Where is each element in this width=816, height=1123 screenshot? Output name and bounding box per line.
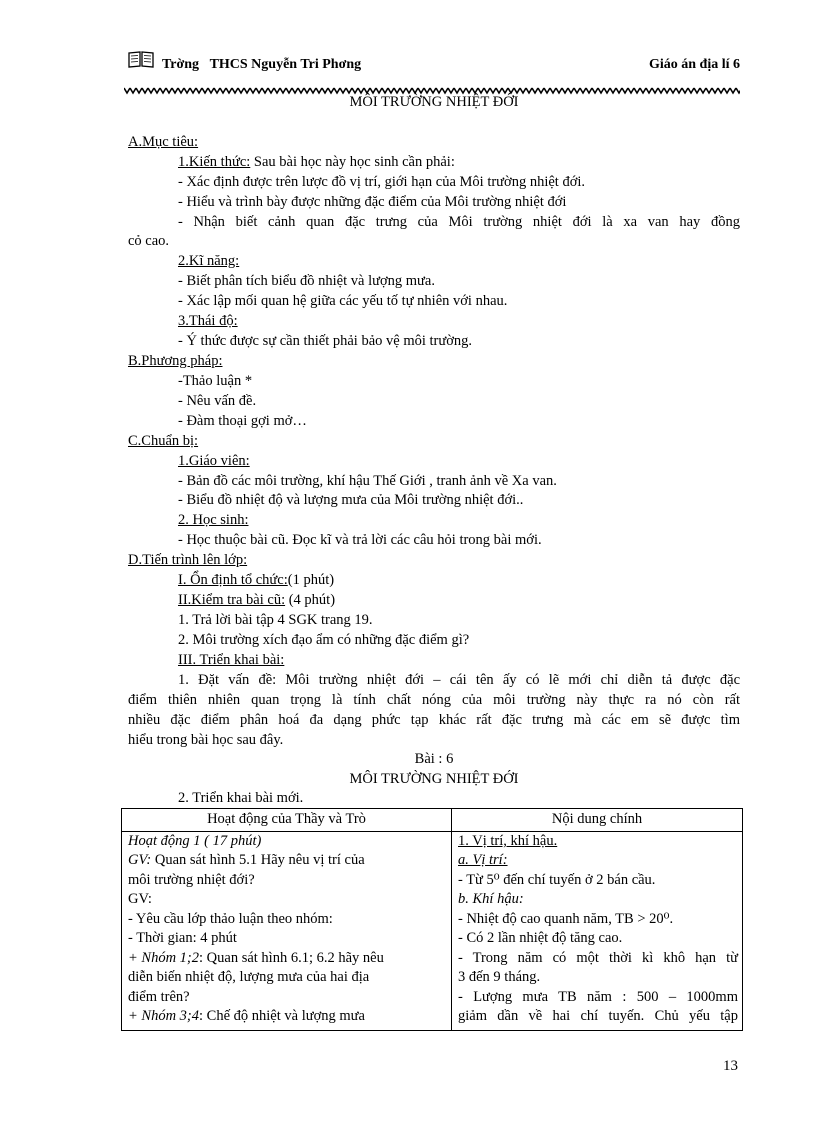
- knowledge-bullet: - Nhận biết cảnh quan đặc trưng của Môi trường nhiệt đới là xa van hay đồng: [178, 214, 740, 230]
- activity-line: - Thời gian: 4 phút: [128, 930, 237, 946]
- section-c-heading: C.Chuẩn bị:: [128, 433, 199, 449]
- lesson-number: Bài : 6: [414, 751, 454, 767]
- teacher-heading: 1.Giáo viên:: [178, 453, 250, 469]
- attitude-bullet: - Ý thức được sự cần thiết phải bảo vệ môi trường.: [178, 333, 473, 349]
- student-heading: 2. Học sinh:: [178, 512, 249, 528]
- step-2-item: 1. Trả lời bài tập 4 SGK trang 19.: [178, 612, 373, 628]
- school-name: Trờng THCS Nguyễn Tri Phơng: [162, 57, 362, 72]
- intro-paragraph-line: nhiều đặc điểm phân hoá đa dạng phức tạp khác rất đặc trưng mà các em sẽ được tìm: [128, 712, 740, 728]
- activity-line: GV:: [128, 891, 152, 907]
- attitude-heading: 3.Thái độ:: [178, 313, 238, 329]
- table-column-divider: [451, 809, 452, 1030]
- content-line: - Trong năm có một thời kì khô hạn từ: [458, 950, 738, 966]
- open-book-icon: [128, 50, 154, 68]
- skills-heading: 2.Kĩ năng:: [178, 253, 240, 269]
- content-line: - Lượng mưa TB năm : 500 – 1000mm: [458, 989, 738, 1005]
- method-item: - Nêu vấn đề.: [178, 393, 257, 409]
- method-item: - Đàm thoại gợi mở…: [178, 413, 307, 429]
- activity-line: GV: Quan sát hình 5.1 Hãy nêu vị trí của: [128, 852, 365, 868]
- table-header-activities: Hoạt động của Thầy và Trò: [207, 811, 366, 827]
- content-line: giảm dần về hai chí tuyến. Chủ yếu tập: [458, 1008, 738, 1024]
- skills-bullet: - Xác lập mối quan hệ giữa các yếu tố tự nhiên với nhau.: [178, 293, 508, 309]
- activity-title: Hoạt động 1 ( 17 phút): [128, 833, 262, 849]
- section-a-heading: A.Mục tiêu:: [128, 134, 199, 150]
- section-b-heading: B.Phương pháp:: [128, 353, 223, 369]
- activity-line: diễn biến nhiệt độ, lượng mưa của hai địa: [128, 969, 370, 985]
- activity-line: + Nhóm 1;2: Quan sát hình 6.1; 6.2 hãy nêu: [128, 950, 384, 966]
- intro-paragraph-line: 1. Đặt vấn đề: Môi trường nhiệt đới – cái tên ấy có lẽ mới chỉ diễn tả được đặc: [178, 672, 740, 688]
- knowledge-line: 1.Kiến thức: Sau bài học này học sinh cần phải:: [178, 154, 455, 170]
- table-header-content: Nội dung chính: [551, 811, 643, 827]
- content-heading: 1. Vị trí, khí hậu.: [458, 833, 558, 849]
- intro-paragraph-line: điểm thiên nhiên quan trọng là tính chất nóng của môi trường này thực ra nó còn rất: [128, 692, 740, 708]
- page-header: [128, 49, 740, 75]
- activity-line: + Nhóm 3;4: Chế độ nhiệt và lượng mưa: [128, 1008, 365, 1024]
- content-subheading: b. Khí hậu:: [458, 891, 524, 907]
- content-line: 3 đến 9 tháng.: [458, 969, 541, 985]
- teacher-bullet: - Biểu đồ nhiệt độ và lượng mưa của Môi trường nhiệt đới..: [178, 492, 524, 508]
- step-3-heading: III. Triển khai bài:: [178, 652, 285, 668]
- content-line: - Nhiệt độ cao quanh năm, TB > 20⁰.: [458, 911, 674, 927]
- doc-title: MÔI TRƯỜNG NHIỆT ĐỚI: [349, 94, 519, 110]
- lesson-table: [121, 808, 743, 1031]
- section-d-heading: D.Tiến trình lên lớp:: [128, 552, 248, 568]
- activity-line: điểm trên?: [128, 989, 190, 1005]
- step-2-line: II.Kiểm tra bài cũ: (4 phút): [178, 592, 336, 608]
- knowledge-bullet: - Xác định được trên lược đồ vị trí, giới hạn của Môi trường nhiệt đới.: [178, 174, 586, 190]
- skills-bullet: - Biết phân tích biểu đồ nhiệt và lượng mưa.: [178, 273, 435, 289]
- activity-line: môi trường nhiệt đới?: [128, 872, 255, 888]
- knowledge-bullet-cont: cỏ cao.: [128, 233, 170, 249]
- lesson-subheading: 2. Triển khai bài mới.: [178, 790, 304, 806]
- knowledge-bullet: - Hiểu và trình bày được những đặc điểm của Môi trường nhiệt đới: [178, 194, 567, 210]
- lesson-title: MÔI TRƯỜNG NHIỆT ĐỚI: [349, 771, 519, 787]
- teacher-bullet: - Bản đồ các môi trường, khí hậu Thế Giới , tranh ảnh về Xa van.: [178, 473, 557, 489]
- subject-label: Giáo án địa lí 6: [648, 57, 740, 72]
- content-line: - Có 2 lần nhiệt độ tăng cao.: [458, 930, 623, 946]
- content-line: - Từ 5⁰ đến chí tuyến ở 2 bán cầu.: [458, 872, 656, 888]
- page-number: 13: [723, 1058, 738, 1074]
- step-1-line: I. Ổn định tổ chức:(1 phút): [178, 572, 335, 588]
- method-item: -Thảo luận *: [178, 373, 253, 389]
- content-subheading: a. Vị trí:: [458, 852, 508, 868]
- student-bullet: - Học thuộc bài cũ. Đọc kĩ và trả lời các câu hỏi trong bài mới.: [178, 532, 542, 548]
- activity-line: - Yêu cầu lớp thảo luận theo nhóm:: [128, 911, 333, 927]
- intro-paragraph-line: hiểu trong bài học sau đây.: [128, 732, 284, 748]
- step-2-item: 2. Môi trường xích đạo ẩm có những đặc điểm gì?: [178, 632, 470, 648]
